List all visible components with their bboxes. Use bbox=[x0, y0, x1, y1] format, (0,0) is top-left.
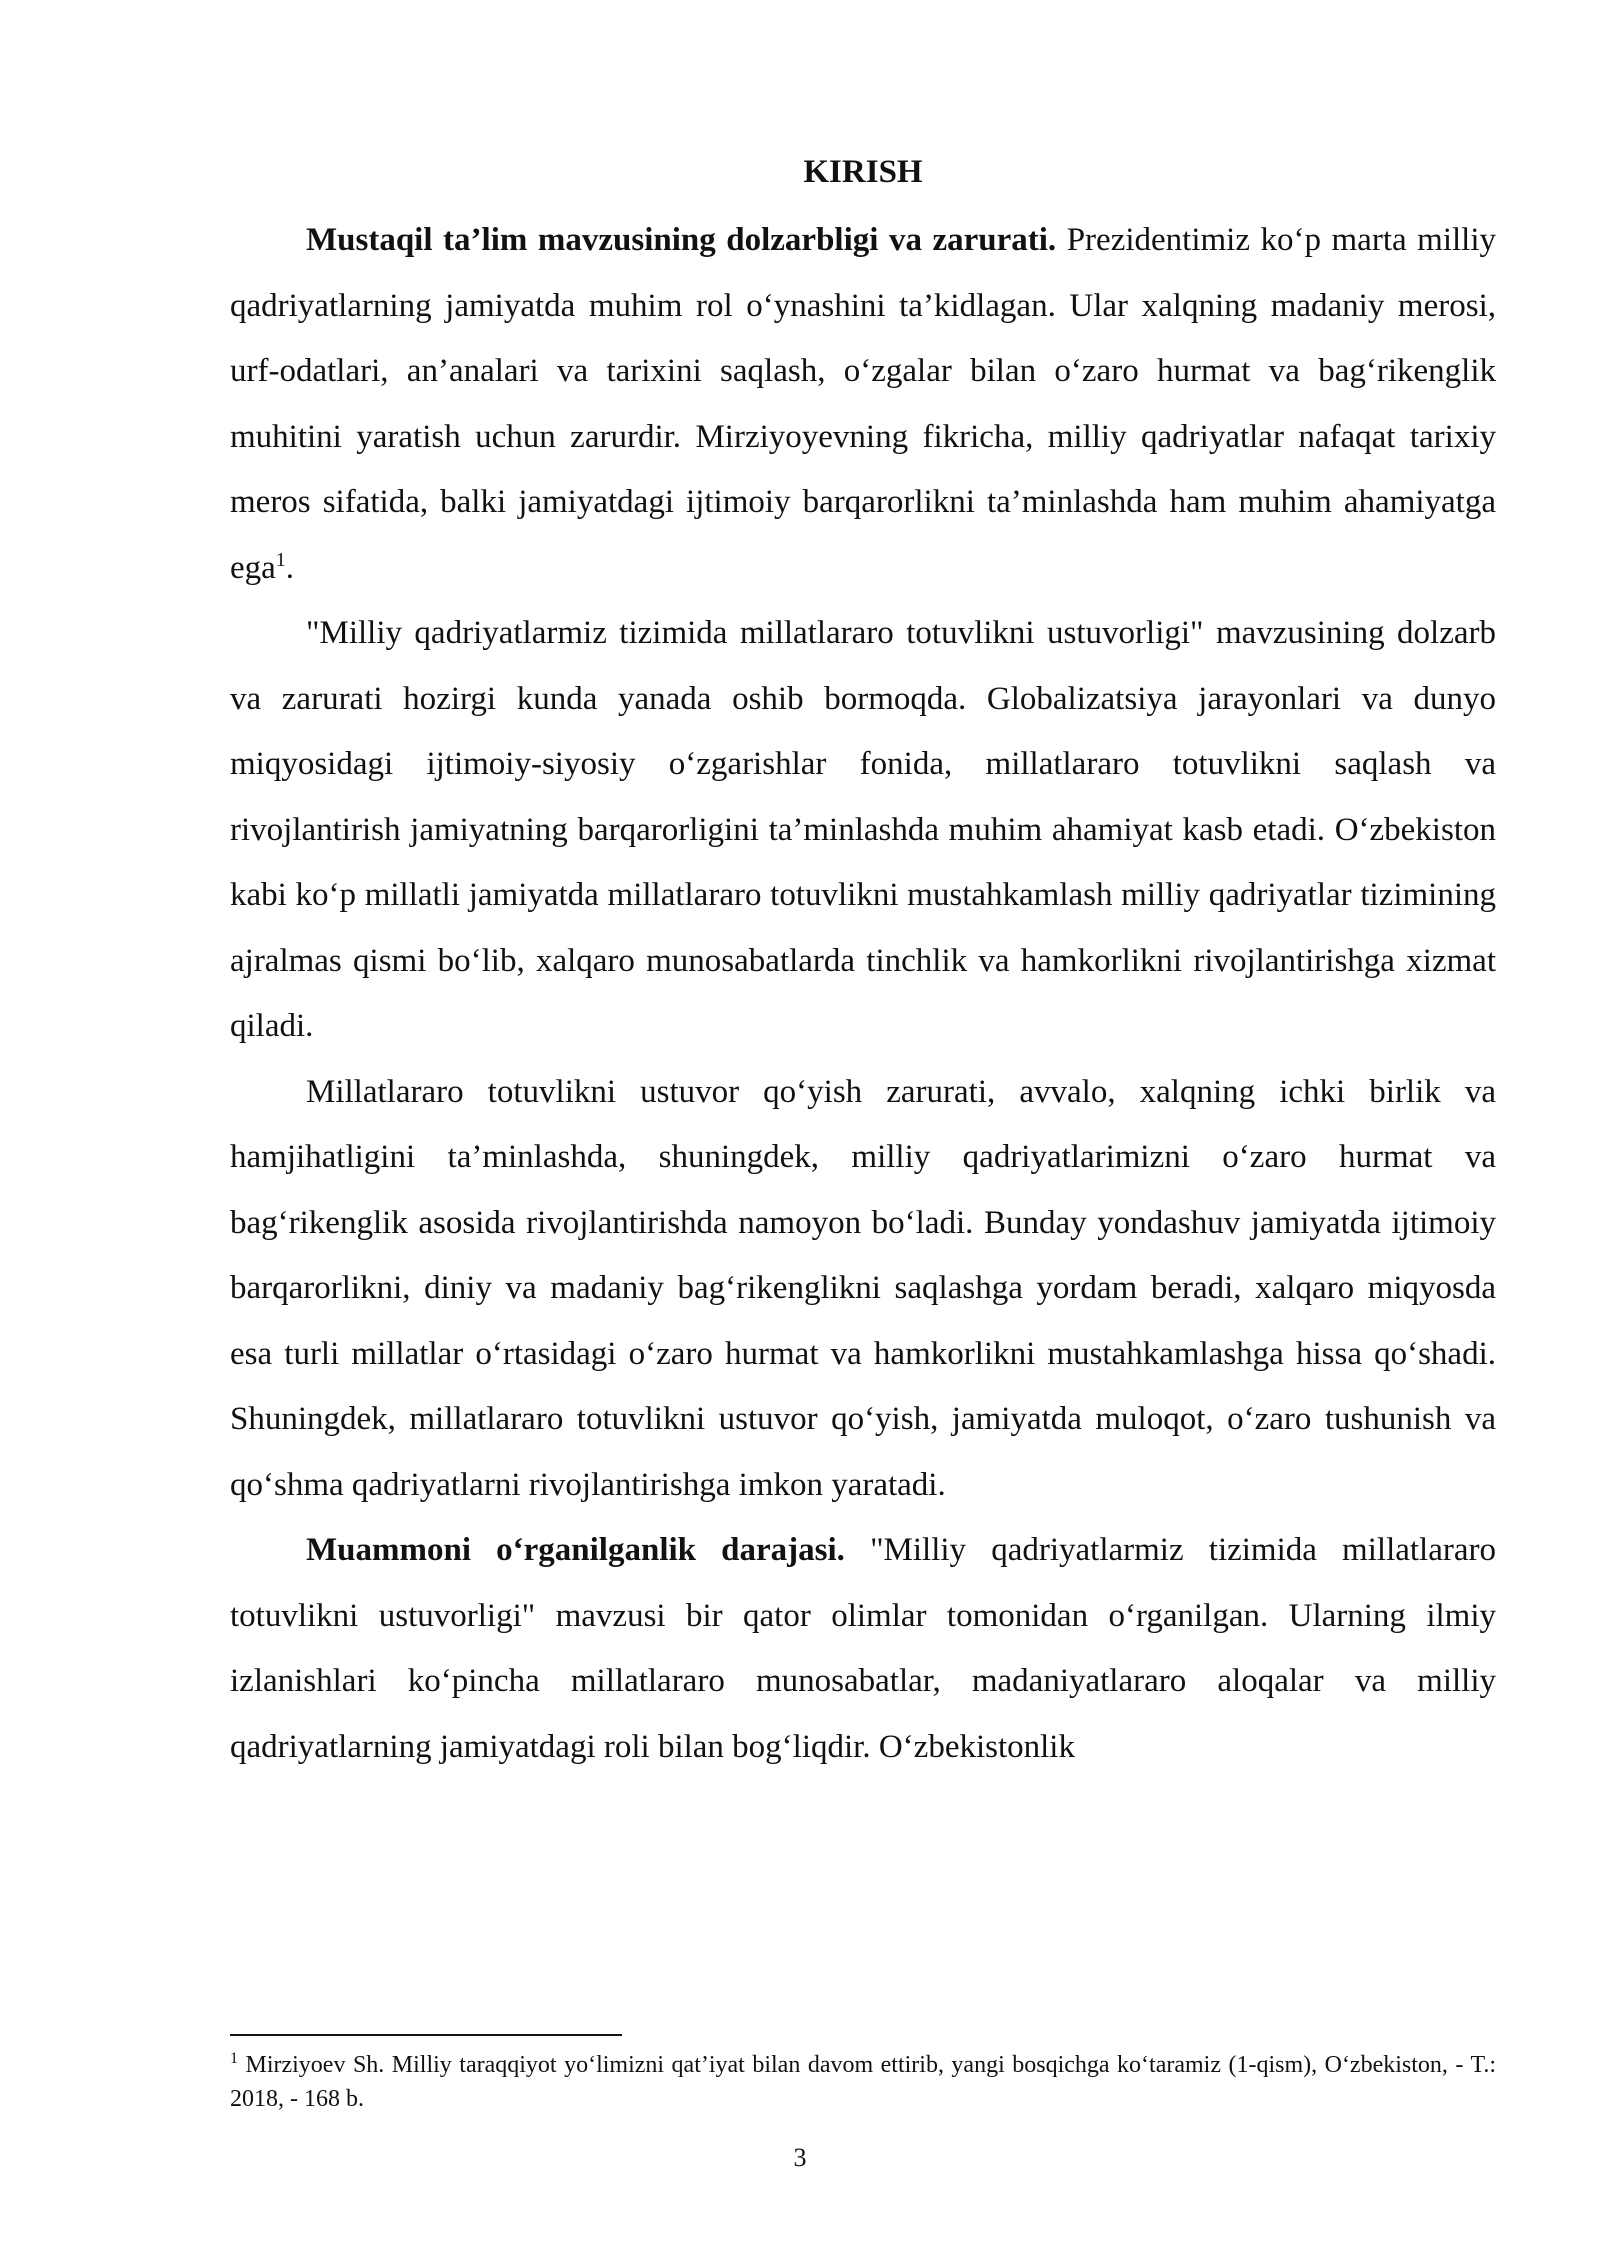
footnote-separator bbox=[230, 2034, 622, 2036]
paragraph-lead-bold: Mustaqil ta’lim mavzusining dolzarbligi va zarurati. bbox=[306, 222, 1057, 258]
paragraph-topic-relevance: "Milliy qadriyatlarmiz tizimida millatlararo totuvlikni ustuvorligi" mavzusining dolzarb va zarurati hozirgi kunda yanada oshib bormoqda. Globalizatsiya jarayonlari va dunyo miqyosidagi ijtimoiy-siyosiy o‘zgarishlar fonida, millatlararo totuvlikni saqlash va rivojlantirish jamiyatning barqarorligini ta’minlashda muhim ahamiyat kasb etadi. O‘zbekiston kabi ko‘p millatli jamiyatda millatlararo totuvlikni mustahkamlash milliy qadriyatlar tizimining ajralmas qismi bo‘lib, xalqaro munosabatlarda tinchlik va hamkorlikni rivojlantirishga xizmat qiladi. bbox=[230, 615, 1496, 1044]
footnote bbox=[230, 2048, 1496, 2116]
page-title: KIRISH bbox=[803, 154, 923, 190]
page-number: 3 bbox=[793, 2143, 807, 2172]
footnote-marker: 1 bbox=[230, 2050, 238, 2067]
paragraph-relevance bbox=[230, 208, 1496, 601]
paragraph-lead-bold: Muammoni o‘rganilganlik darajasi. bbox=[306, 1532, 845, 1568]
paragraph-text: "Milliy qadriyatlarmiz tizimida millatlararo totuvlikni ustuvorligi" mavzusi bir qator olimlar tomonidan o‘rganilgan. Ularning ilmiy izlanishlari ko‘pincha millatlararo munosabatlar, madaniyatlararo aloqalar va milliy qadriyatlarning jamiyatdagi roli bilan bog‘liqdir. O‘zbekistonlik bbox=[230, 1532, 1496, 1765]
paragraph-end: . bbox=[285, 549, 295, 586]
paragraph-priority-necessity: Millatlararo totuvlikni ustuvor qo‘yish zarurati, avvalo, xalqning ichki birlik va hamjihatligini ta’minlashda, shuningdek, milliy qadriyatlarimizni o‘zaro hurmat va bag‘rikenglik asosida rivojlantirishda namoyon bo‘ladi. Bunday yondashuv jamiyatda ijtimoiy barqarorlikni, diniy va madaniy bag‘rikenglikni saqlashga yordam beradi, xalqaro miqyosda esa turli millatlar o‘rtasidagi o‘zaro hurmat va hamkorlikni mustahkamlashga hissa qo‘shadi. Shuningdek, millatlararo totuvlikni ustuvor qo‘yish, jamiyatda muloqot, o‘zaro tushunish va qo‘shma qadriyatlarni rivojlantirishga imkon yaratadi. bbox=[230, 1073, 1496, 1503]
paragraph-research-level bbox=[230, 1518, 1496, 1780]
document-page bbox=[230, 150, 1496, 1780]
footnote-reference[interactable]: 1 bbox=[275, 548, 286, 571]
paragraph-text: Prezidentimiz ko‘p marta milliy qadriyatlarning jamiyatda muhim rol o‘ynashini ta’kidlagan. Ular xalqning madaniy merosi, urf-odatlari, an’analari va tarixini saqlash, o‘zgalar bilan o‘zaro hurmat va bag‘rikenglik muhitini yaratish uchun zarurdir. Mirziyoyevning fikricha, milliy qadriyatlar nafaqat tarixiy meros sifatida, balki jamiyatdagi ijtimoiy barqarorlikni ta’minlashda ham muhim ahamiyatga ega bbox=[230, 222, 1496, 586]
footnote-text: Mirziyoev Sh. Milliy taraqqiyot yo‘limizni qat’iyat bilan davom ettirib, yangi bosqichga ko‘taramiz (1-qism), O‘zbekiston, - T.: 2018, - 168 b. bbox=[230, 2052, 1496, 2112]
